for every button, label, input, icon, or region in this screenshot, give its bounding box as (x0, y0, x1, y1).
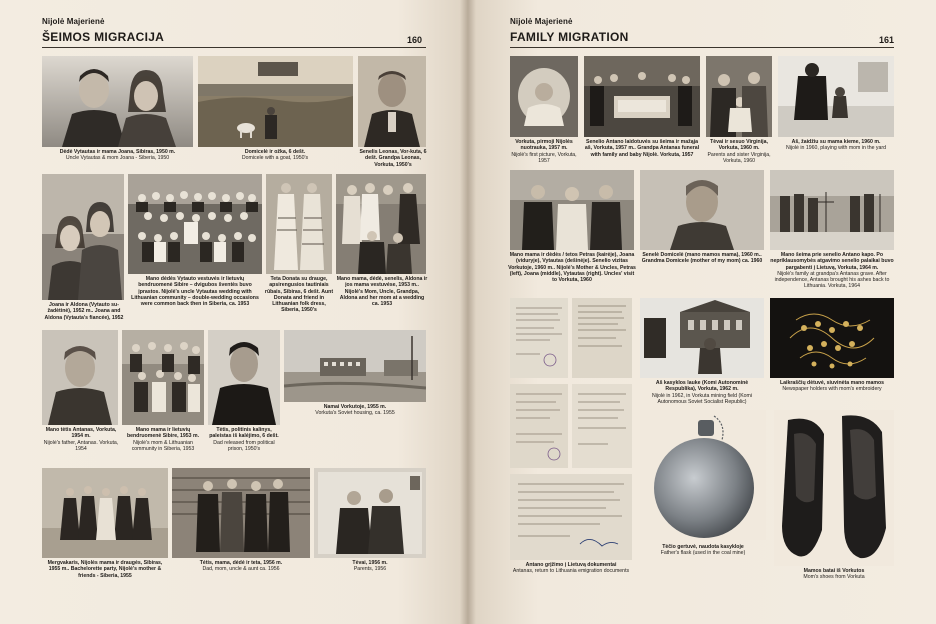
caption-domicele-goat (210, 149, 340, 162)
document-scan-2 (572, 298, 632, 378)
caption-parents-virginija (704, 139, 774, 164)
caption-en: Dad, mom, uncle & aunt ca. 1956 (202, 566, 280, 573)
caption-uncles-visit (508, 252, 636, 283)
caption-lt: Aš kasyklos lauke (Komi Autonominė Respublika), Vorkuta, 1962 m. (655, 380, 749, 393)
caption-en: Antanas, return to Lithuania emigration documents (512, 568, 630, 575)
photo-parents-virginija (706, 56, 772, 137)
caption-uncle-mom (42, 149, 193, 162)
photo-parents-1956 (314, 468, 426, 558)
caption-lt: Joana ir Aldona (Vytauto su-žadėtinė), 1952 m.. Joana and Aldona (Vytauta's fiancée), 1952 (44, 302, 124, 321)
caption-lt: Tėtis, politinis kalinys, paleistas iš kalėjimo, 6 dešt. (209, 427, 279, 440)
caption-en: Nijolė in 1960, playing with mom in the yard (785, 145, 887, 152)
page-title: FAMILY MIGRATION (510, 30, 629, 44)
photo-first-picture (510, 56, 578, 137)
photo-father-antanas (42, 330, 118, 425)
caption-lt: Namai Vorkutoje, 1955 m. (323, 404, 387, 410)
caption-en: Domicele with a goat, 1950's (241, 155, 309, 162)
caption-lt: Senelis Leonas, Vor-kuta, 6 dešt. Grandpa Leonas, Vorkuta, 1950's (359, 149, 427, 168)
caption-en: Dad released from political prison, 1950's (213, 439, 275, 452)
caption-en: Nijolė's family at grandpa's Antanas grave. After independence, Antanas brought his ashes back to Lithuania. Vorkuta, 1964 (774, 270, 890, 290)
caption-father-prisoner (206, 427, 282, 452)
caption-joana-aldona (42, 302, 126, 321)
photo-domicele-goat (198, 56, 353, 147)
document-scan-3 (510, 384, 568, 468)
caption-playing-yard (778, 139, 894, 152)
page-number: 161 (879, 35, 895, 45)
caption-lt: Domicelė ir ožka, 6 dešt. (244, 149, 306, 155)
document-scan-1 (510, 298, 568, 378)
photo-uncles-visit (510, 170, 634, 250)
caption-parents-1956 (314, 560, 426, 573)
caption-father-antanas (42, 427, 120, 452)
caption-en: Parents, 1956 (353, 566, 387, 573)
book-gutter (460, 0, 476, 624)
caption-newspaper-holder (770, 380, 894, 393)
photo-mom-community (122, 330, 204, 425)
header-rule (42, 47, 426, 48)
caption-lt: Laikraščių dėtuvė, siuvinėta mano mamos (779, 380, 885, 386)
caption-en: Nijolė's mom & Lithuanian community in Siberia, 1953 (131, 439, 195, 452)
caption-wedding-community (128, 276, 262, 307)
caption-lt: Mano mama, dėdė, senelis, Aldona ir jos mama vestuvėse, 1953 m.. Nijolė's Mom, Uncle, Grandpa, Aldona and her mom at a wedding ca. 1953 (336, 276, 428, 308)
caption-lt: Mano mama ir dėdės / tetos Petras (kairėje), Joana (viduryje), Vytautas (dešinėje). Senelio vizitas Vorkutoje, 1960 m.. Nijolė's Mother & Uncles, Petras (left), Joana (middle), Vytautas (right). Uncles' visit to Vorkuta, 1960 (508, 252, 636, 284)
caption-en: Nijolė's first picture, Vorkuta, 1957 (511, 151, 577, 164)
caption-flask (640, 544, 766, 557)
author-name: Nijolė Majerienė (510, 17, 573, 26)
caption-lt: Tėčio gertuvė, naudota kasykloje (662, 544, 744, 550)
caption-grave (770, 252, 894, 290)
header-rule (510, 47, 894, 48)
author-name: Nijolė Majerienė (42, 17, 105, 26)
document-scan-4 (572, 384, 632, 468)
caption-dad-mom-uncle-aunt (172, 560, 310, 573)
caption-wedding-family (336, 276, 428, 307)
caption-lt: Mano tėtis Antanas, Vorkuta, 1954 m. (45, 427, 117, 440)
caption-lt: Mano mama ir lietuvių bendruomenė Sibire, 1953 m. (126, 427, 200, 440)
page-number: 160 (407, 35, 423, 45)
caption-en: Newspaper holders with mom's embroidery (782, 386, 882, 393)
photo-uncle-mom (42, 56, 193, 147)
document-scan-5 (510, 474, 632, 560)
caption-lt: Teta Donata su drauge, apsirengusios tautiniais rūbais, Sibiras, 6 dešt. Aunt Donata and friend in Lithuanian folk dress, Siberia, 1950's (264, 276, 334, 314)
caption-en: Mom's shoes from Vorkuta (803, 574, 865, 581)
caption-lt: Tėtis, mama, dėdė ir teta, 1956 m. (199, 560, 283, 566)
photo-flask (640, 410, 766, 540)
caption-lt: Mergvakaris, Nijolės mama ir draugės, Sibiras, 1955 m.. Bachelorette party, Nijolė's mother & friends - Siberia, 1955 (47, 560, 163, 579)
photo-newspaper-holder (770, 298, 894, 378)
caption-lt: Tėvai, 1956 m. (352, 560, 388, 566)
caption-lt: Tėvai ir sesuo Virginija, Vorkuta, 1960 m. (710, 139, 768, 152)
caption-lt: Aš, žaidžiu su mama kieme, 1960 m. (791, 139, 881, 145)
caption-lt: Mano šeima prie senelio Antano kapo. Po nepriklausomybės atgavimo senelio palaikai buvo pargabenti į Lietuvą, Vorkuta, 1964 m. (770, 252, 894, 271)
caption-lt: Antano grįžimo į Lietuvą dokumentai (525, 562, 617, 568)
caption-vorkuta-housing (290, 404, 420, 417)
caption-documents (508, 562, 634, 575)
caption-shoes (774, 568, 894, 581)
photo-dad-mom-uncle-aunt (172, 468, 310, 558)
caption-mom-community (120, 427, 206, 452)
caption-bachelorette (42, 560, 168, 579)
caption-lt: Vorkuta, pirmoji Nijolės nuotrauka, 1957 m. (515, 139, 573, 152)
caption-mine-field (640, 380, 764, 405)
caption-en: Nijolė in 1962, in Vorkuta mining field (Komi Autonomous Soviet Socialist Republic) (651, 392, 753, 405)
photo-bachelorette (42, 468, 168, 558)
photo-wedding-community (128, 174, 262, 274)
photo-father-prisoner (208, 330, 280, 425)
caption-en: Parents and sister Virginija, Vorkuta, 1960 (707, 151, 771, 164)
photo-playing-yard (778, 56, 894, 137)
photo-vorkuta-housing (284, 330, 426, 402)
caption-first-picture (508, 139, 580, 164)
caption-en: Father's flask (used in the coal mine) (660, 550, 746, 557)
photo-grave (770, 170, 894, 250)
caption-aunt-donata (264, 276, 334, 314)
caption-en: Nijolė's father, Antanas. Vorkuta, 1954 (43, 439, 119, 452)
photo-shoes (774, 410, 894, 566)
caption-lt: Mano dėdės Vytauto vestuvės ir lietuvių bendruomenė Sibire – dvigubos šventės buvo įprastos. Nijolė's uncle Vytautas wedding with Lithuanian community – double-wedding occasions were common back then in Siberia, ca. 1953 (131, 276, 259, 308)
photo-mine-field (640, 298, 764, 378)
photo-grandpa-leonas (358, 56, 426, 147)
photo-wedding-family (336, 174, 426, 274)
photo-funeral (584, 56, 700, 137)
caption-lt: Dėdė Vytautas ir mama Joana, Sibiras, 1950 m. (59, 149, 176, 155)
caption-lt: Mamos batai iš Vorkutos (803, 568, 865, 574)
caption-en: Uncle Vytautas & mom Joana - Siberia, 1950 (65, 155, 170, 162)
caption-lt: Senelė Domicelė (mano mamos mama), 1960 m.. Grandma Domicele (mother of my mom) ca. 1960 (641, 252, 763, 265)
photo-grandma-domicele (640, 170, 764, 250)
caption-en: Vorkuta's Soviet housing, ca. 1955 (315, 410, 395, 417)
caption-lt: Senelio Antano laidotuvės su šeima ir mažąja aš, Vorkuta, 1957 m.. Grandpa Antanas funeral with family and baby Nijolė. Vorkuta, 1957 (584, 139, 700, 158)
photo-joana-aldona (42, 174, 124, 300)
caption-grandpa-leonas (358, 149, 428, 168)
caption-grandma-domicele (640, 252, 764, 265)
photo-aunt-donata (266, 174, 332, 274)
right-page (468, 0, 936, 624)
page-title: ŠEIMOS MIGRACIJA (42, 30, 165, 44)
caption-funeral (584, 139, 700, 158)
